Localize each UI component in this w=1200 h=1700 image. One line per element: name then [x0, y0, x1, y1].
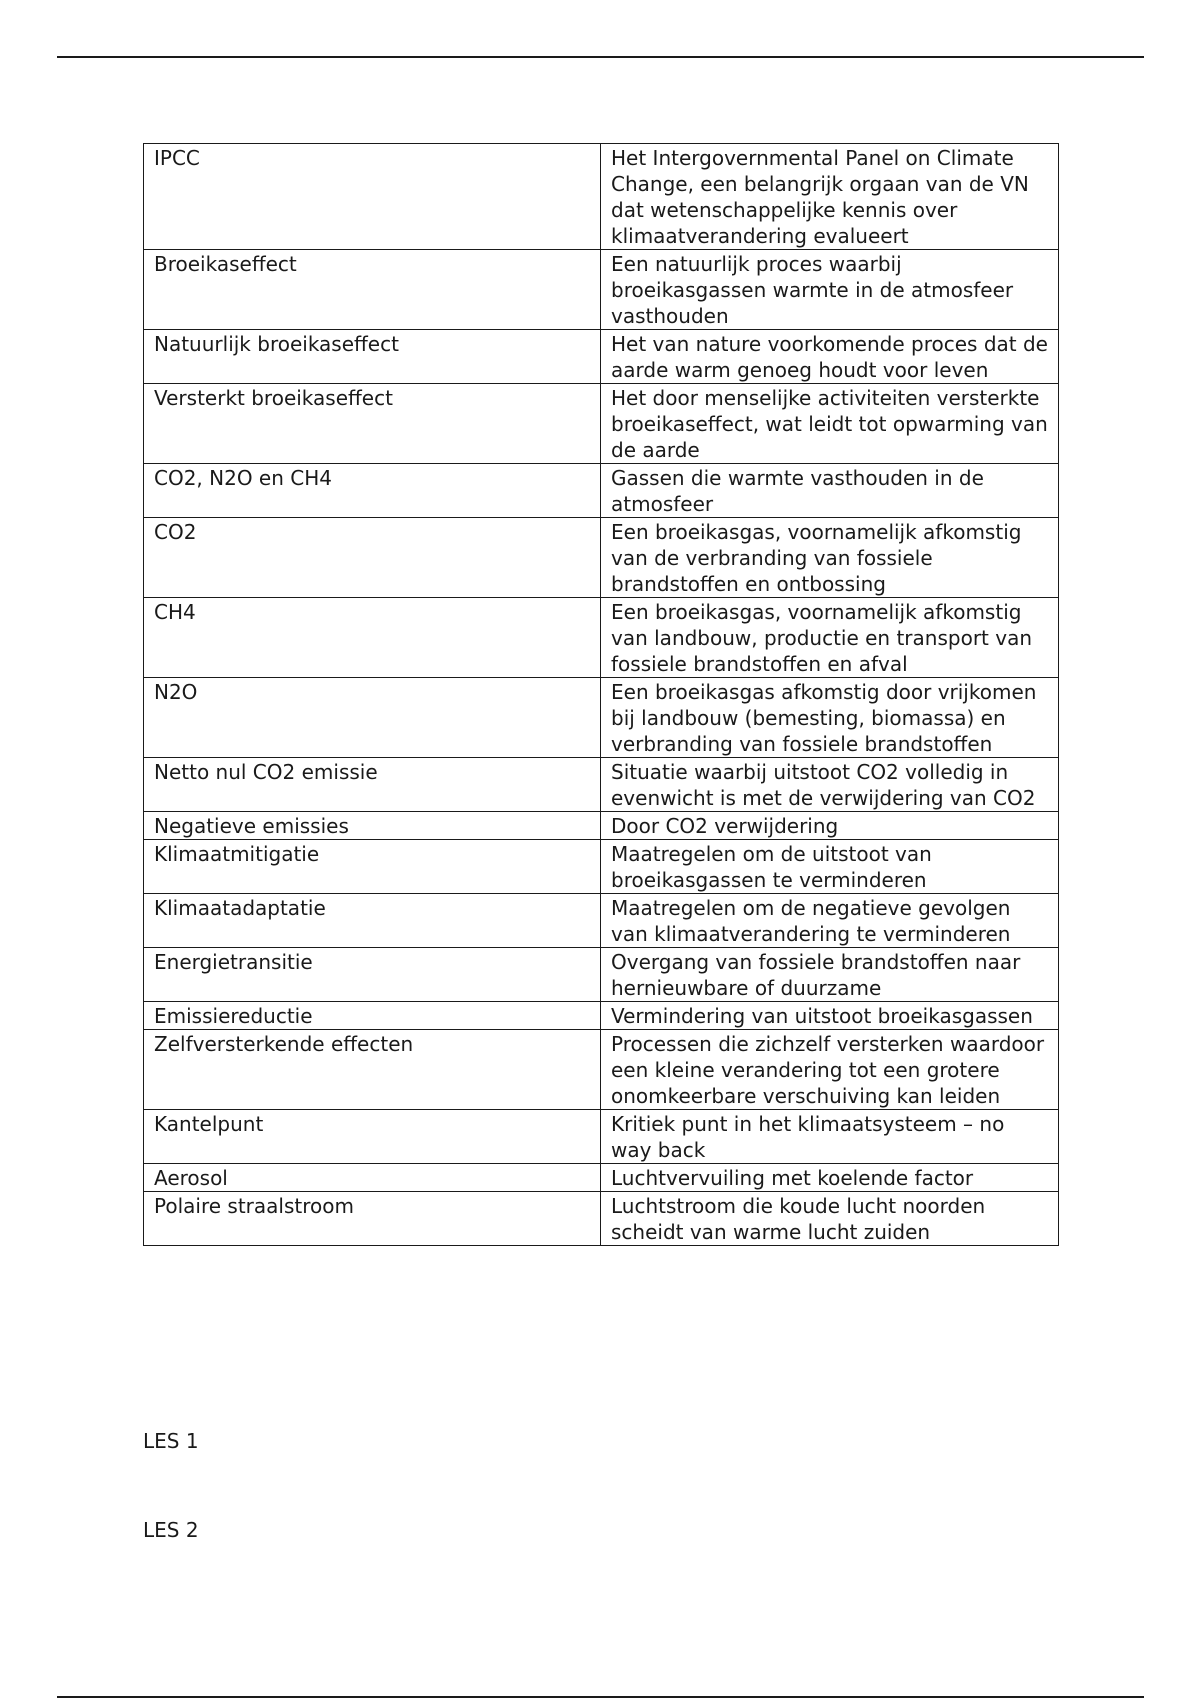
term-cell: CO2 — [144, 518, 601, 598]
table-row — [144, 948, 1059, 1002]
definition-cell: Situatie waarbij uitstoot CO2 volledig in evenwicht is met de verwijdering van CO2 — [601, 758, 1059, 812]
glossary-table — [143, 143, 1059, 1246]
table-row — [144, 894, 1059, 948]
definition-cell: Door CO2 verwijdering — [601, 812, 1059, 840]
term-cell: Broeikaseffect — [144, 250, 601, 330]
term-cell: Netto nul CO2 emissie — [144, 758, 601, 812]
table-row — [144, 384, 1059, 464]
term-cell: Aerosol — [144, 1164, 601, 1192]
lesson-1-heading: LES 1 — [143, 1429, 199, 1453]
definition-cell: Het door menselijke activiteiten versterkte broeikaseffect, wat leidt tot opwarming van de aarde — [601, 384, 1059, 464]
definition-cell: Processen die zichzelf versterken waardoor een kleine verandering tot een grotere onomkeerbare verschuiving kan leiden — [601, 1030, 1059, 1110]
term-cell: Polaire straalstroom — [144, 1192, 601, 1246]
term-cell: Energietransitie — [144, 948, 601, 1002]
term-cell: Versterkt broeikaseffect — [144, 384, 601, 464]
definition-cell: Een broeikasgas, voornamelijk afkomstig van landbouw, productie en transport van fossiele brandstoffen en afval — [601, 598, 1059, 678]
table-row — [144, 144, 1059, 250]
definition-cell: Luchtvervuiling met koelende factor — [601, 1164, 1059, 1192]
table-row — [144, 250, 1059, 330]
definition-cell: Luchtstroom die koude lucht noorden scheidt van warme lucht zuiden — [601, 1192, 1059, 1246]
definition-cell: Vermindering van uitstoot broeikasgassen — [601, 1002, 1059, 1030]
lesson-2-heading: LES 2 — [143, 1518, 199, 1542]
definition-cell: Het van nature voorkomende proces dat de aarde warm genoeg houdt voor leven — [601, 330, 1059, 384]
definition-cell: Het Intergovernmental Panel on Climate Change, een belangrijk orgaan van de VN dat wetenschappelijke kennis over klimaatverandering evalueert — [601, 144, 1059, 250]
definition-cell: Maatregelen om de negatieve gevolgen van klimaatverandering te verminderen — [601, 894, 1059, 948]
term-cell: Natuurlijk broeikaseffect — [144, 330, 601, 384]
definition-cell: Een natuurlijk proces waarbij broeikasgassen warmte in de atmosfeer vasthouden — [601, 250, 1059, 330]
term-cell: Klimaatmitigatie — [144, 840, 601, 894]
term-cell: Negatieve emissies — [144, 812, 601, 840]
table-row — [144, 330, 1059, 384]
term-cell: Klimaatadaptatie — [144, 894, 601, 948]
table-row — [144, 758, 1059, 812]
table-row — [144, 678, 1059, 758]
definition-cell: Overgang van fossiele brandstoffen naar hernieuwbare of duurzame — [601, 948, 1059, 1002]
table-row — [144, 464, 1059, 518]
term-cell: Emissiereductie — [144, 1002, 601, 1030]
table-row — [144, 1164, 1059, 1192]
term-cell: Zelfversterkende effecten — [144, 1030, 601, 1110]
table-row — [144, 518, 1059, 598]
table-row — [144, 1030, 1059, 1110]
table-row — [144, 840, 1059, 894]
definition-cell: Maatregelen om de uitstoot van broeikasgassen te verminderen — [601, 840, 1059, 894]
table-row — [144, 812, 1059, 840]
term-cell: CO2, N2O en CH4 — [144, 464, 601, 518]
footer-rule — [57, 1696, 1144, 1698]
table-row — [144, 1110, 1059, 1164]
term-cell: N2O — [144, 678, 601, 758]
table-row — [144, 1192, 1059, 1246]
definition-cell: Een broeikasgas, voornamelijk afkomstig van de verbranding van fossiele brandstoffen en ontbossing — [601, 518, 1059, 598]
definition-cell: Kritiek punt in het klimaatsysteem – no way back — [601, 1110, 1059, 1164]
table-row — [144, 1002, 1059, 1030]
definition-cell: Een broeikasgas afkomstig door vrijkomen bij landbouw (bemesting, biomassa) en verbranding van fossiele brandstoffen — [601, 678, 1059, 758]
term-cell: Kantelpunt — [144, 1110, 601, 1164]
term-cell: IPCC — [144, 144, 601, 250]
header-rule — [57, 56, 1144, 58]
definition-cell: Gassen die warmte vasthouden in de atmosfeer — [601, 464, 1059, 518]
term-cell: CH4 — [144, 598, 601, 678]
table-row — [144, 598, 1059, 678]
